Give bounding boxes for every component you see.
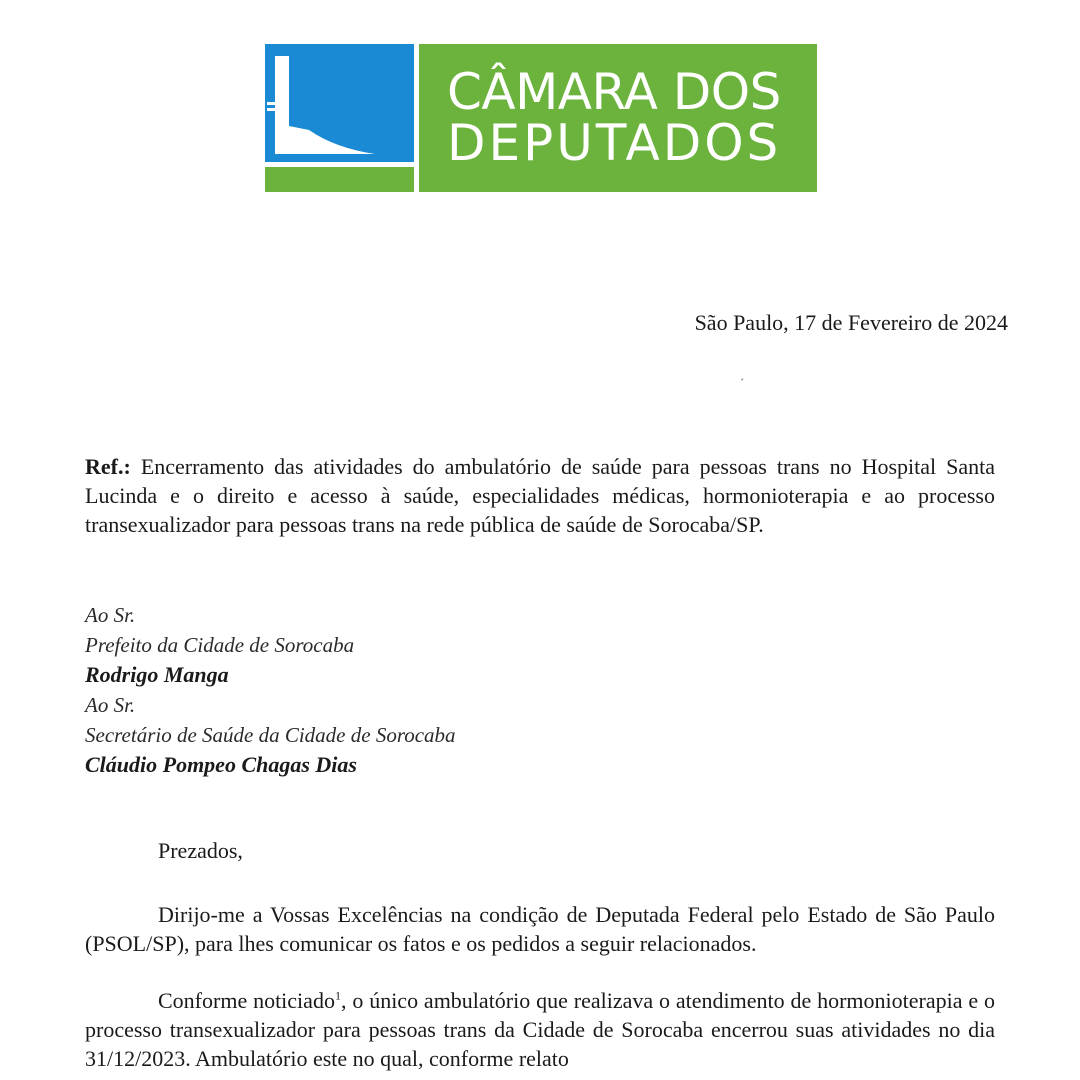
recipient-title: Prefeito da Cidade de Sorocaba (85, 633, 355, 657)
logo-text-line-1: CÂMARA DOS (447, 63, 781, 121)
recipients-block (85, 600, 785, 780)
congress-building-emblem-icon (265, 44, 414, 192)
stray-mark: ´ (740, 376, 744, 390)
recipient-name: Rodrigo Manga (85, 662, 229, 687)
body-paragraph: Dirijo-me a Vossas Excelências na condição de Deputada Federal pelo Estado de São Paulo (PSOL/SP), para lhes comunicar os fatos e os pedidos a seguir relacionados. (85, 902, 995, 956)
body-paragraph (85, 986, 995, 1073)
letter-date: São Paulo, 17 de Fevereiro de 2024 (694, 310, 1008, 335)
recipient-title: Secretário de Saúde da Cidade de Sorocaba (85, 723, 456, 747)
paragraph-rest: , o único ambulatório que realizava o atendimento de hormonioterapia e o processo transexualizador para pessoas trans da Cidade de Sorocaba encerrou suas atividades no dia 31/12/2023. Ambulatório este no qual, conforme relato (85, 988, 995, 1071)
logo-text-line-2: DEPUTADOS (447, 114, 782, 172)
footnote-marker[interactable]: 1 (334, 988, 341, 1003)
reference-text: Encerramento das atividades do ambulatório de saúde para pessoas trans no Hospital Santa Lucinda e o direito e acesso à saúde, especialidades médicas, hormonioterapia e ao processo transexualizador para pessoas trans na rede pública de saúde de Sorocaba/SP. (85, 454, 995, 537)
reference-label: Ref.: (85, 454, 131, 479)
logo-wordmark (419, 44, 817, 192)
recipient-greeting: Ao Sr. (85, 693, 136, 717)
salutation: Prezados, (158, 838, 243, 863)
paragraph-start: Conforme noticiado (158, 988, 335, 1013)
recipient-name: Cláudio Pompeo Chagas Dias (85, 752, 357, 777)
reference-block (85, 452, 995, 539)
camara-dos-deputados-logo (265, 44, 817, 192)
recipient-greeting: Ao Sr. (85, 603, 136, 627)
